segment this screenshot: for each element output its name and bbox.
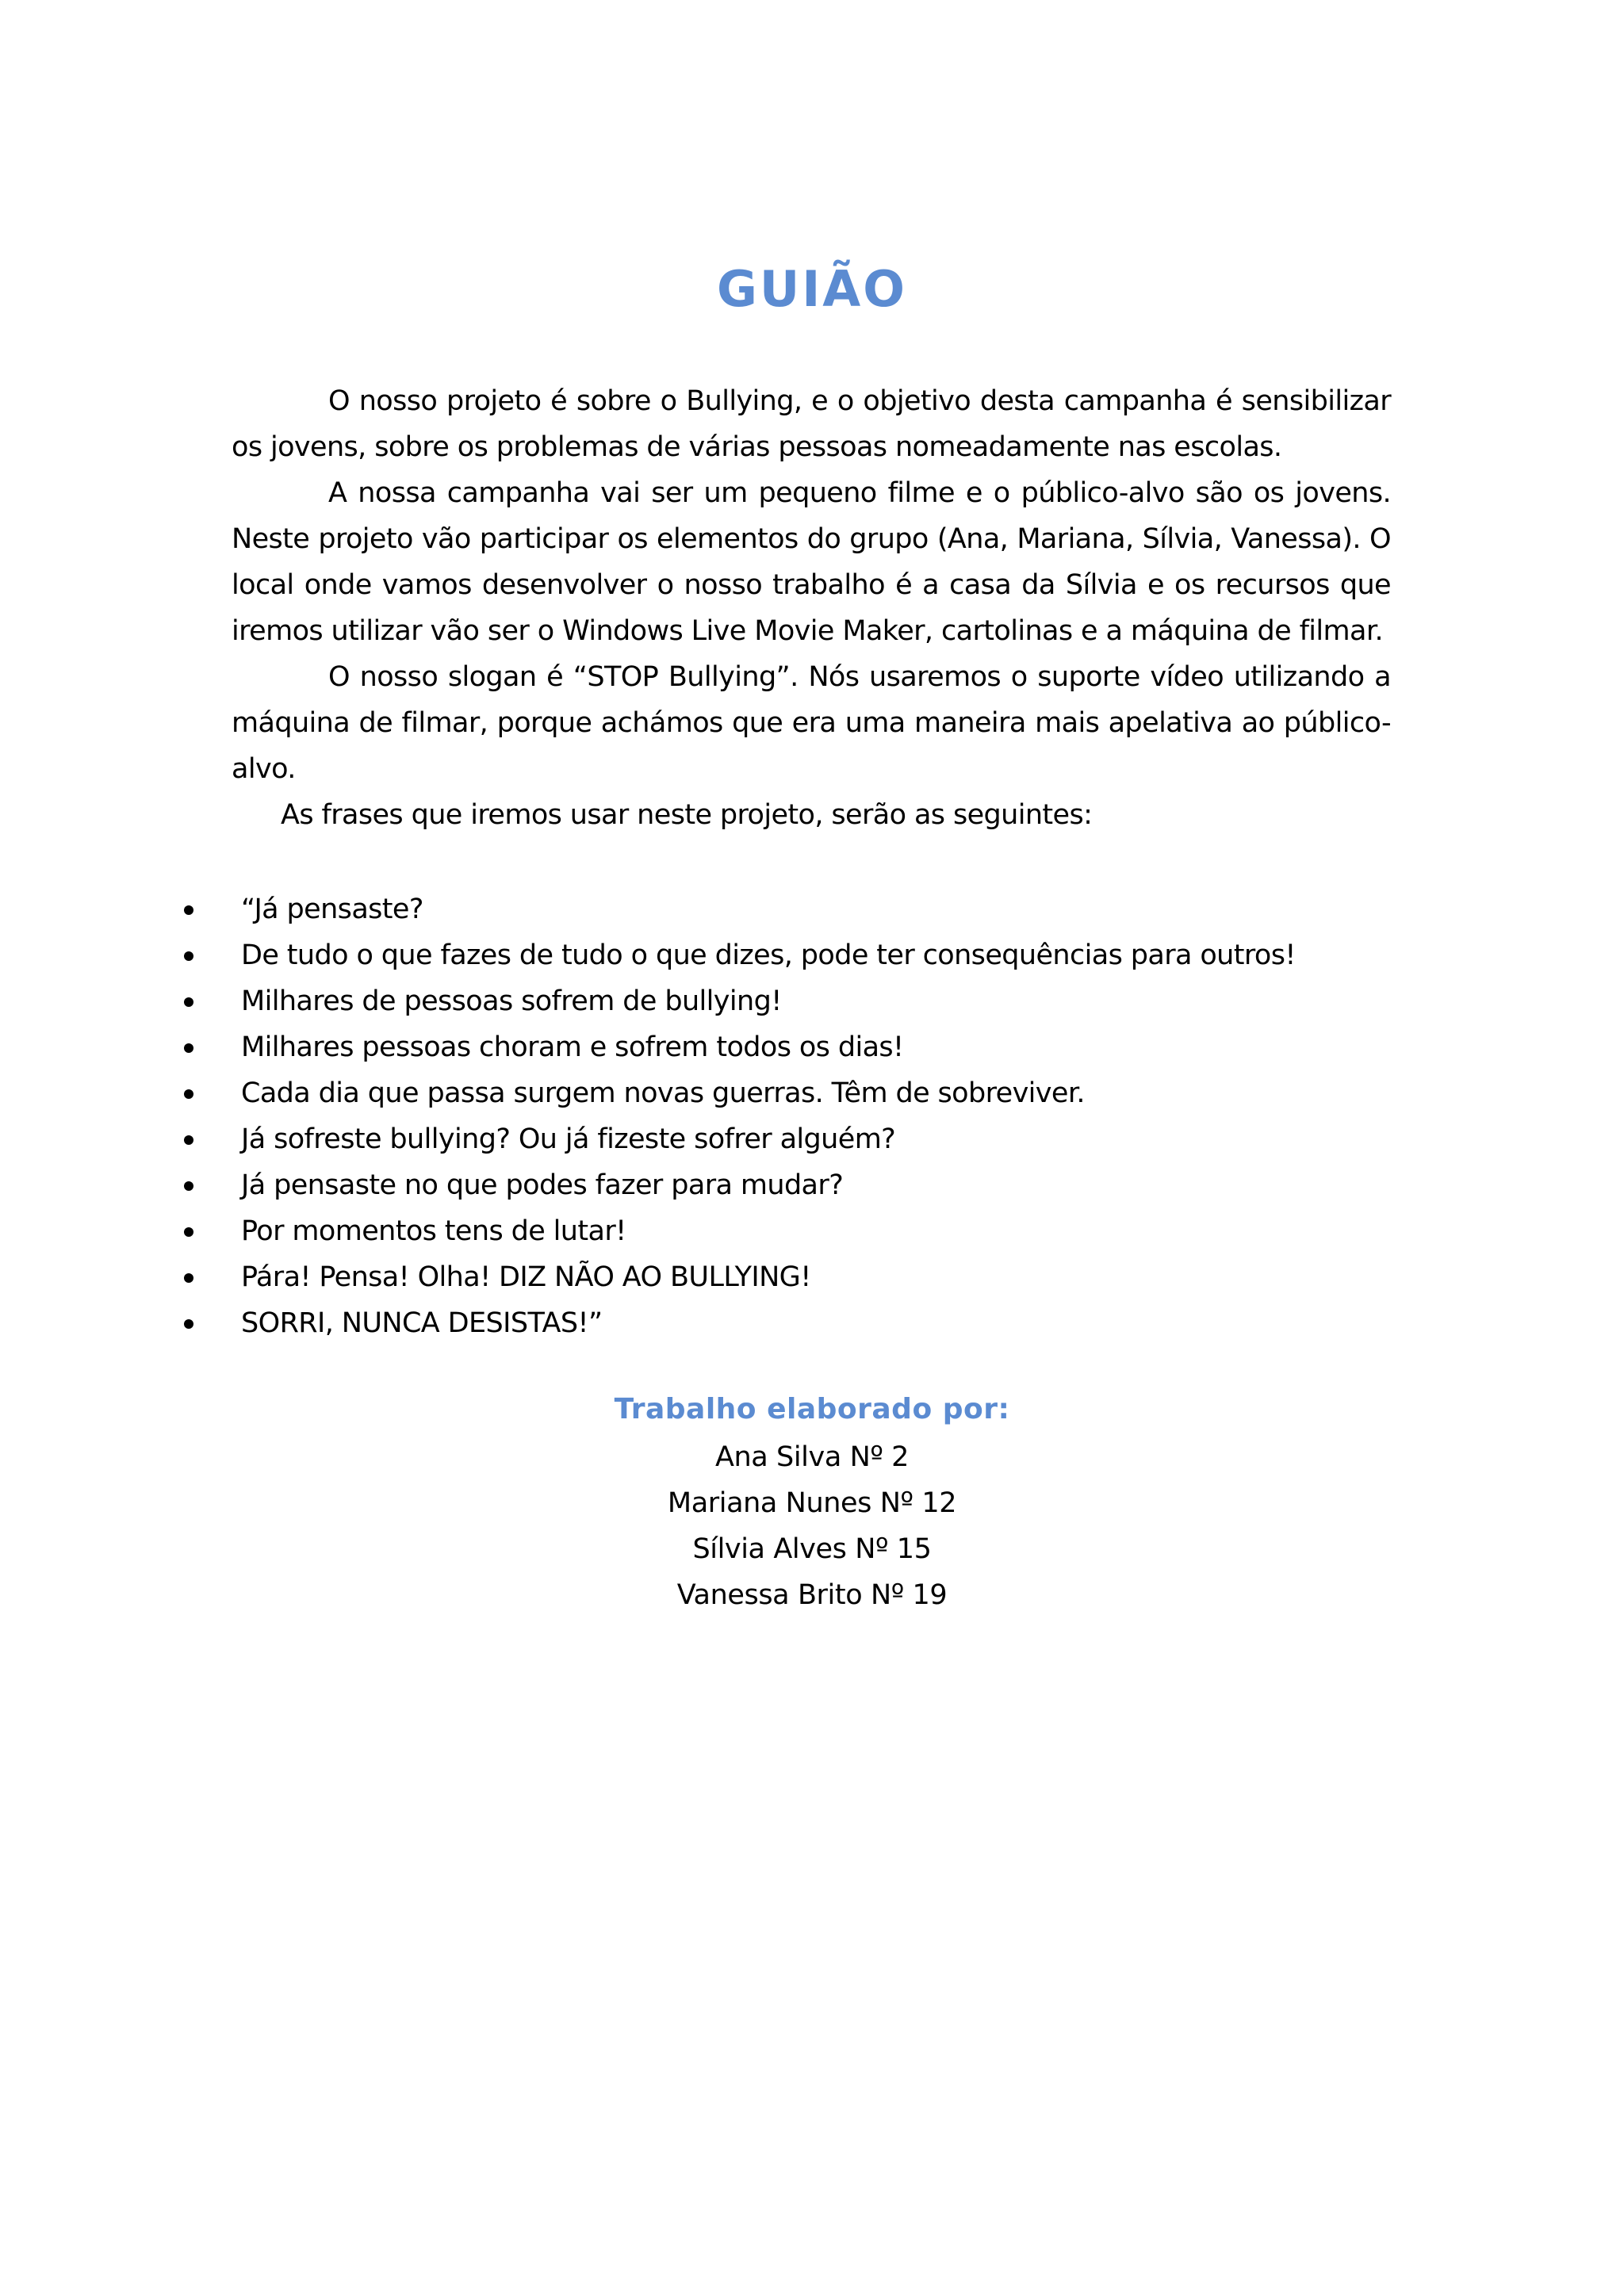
bullet-icon (184, 905, 193, 915)
phrase-text: Milhares pessoas choram e sofrem todos os dias! (241, 1031, 904, 1063)
list-item (179, 1254, 1296, 1300)
paragraph: O nosso slogan é “STOP Bullying”. Nós usaremos o suporte vídeo utilizando a máquina de filmar, porque achámos que era uma maneira mais apelativa ao público-alvo. (232, 661, 1391, 785)
bullet-icon (184, 1181, 193, 1191)
credits-heading: Trabalho elaborado por: (614, 1393, 1010, 1425)
bullet-icon (184, 1089, 193, 1099)
list-item (179, 932, 1296, 978)
phrase-text: Pára! Pensa! Olha! DIZ NÃO AO BULLYING! (241, 1261, 811, 1293)
credits-member: Mariana Nunes Nº 12 (667, 1487, 957, 1519)
paragraph: A nossa campanha vai ser um pequeno filme e o público-alvo são os jovens. Neste projeto vão participar os elementos do grupo (Ana, Mariana, Sílvia, Vanessa). O local onde vamos desenvolver o nosso trabalho é a casa da Sílvia e os recursos que iremos utilizar vão ser o Windows Live Movie Maker, cartolinas e a máquina de filmar. (232, 477, 1391, 647)
phrase-text: Cada dia que passa surgem novas guerras. Têm de sobreviver. (241, 1077, 1085, 1109)
paragraph: O nosso projeto é sobre o Bullying, e o objetivo desta campanha é sensibilizar os jovens, sobre os problemas de várias pessoas nomeadamente nas escolas. (232, 385, 1391, 463)
bullet-icon (184, 1135, 193, 1145)
credits-member: Vanessa Brito Nº 19 (676, 1579, 948, 1611)
bullet-icon (184, 1043, 193, 1053)
list-item (179, 1116, 1296, 1162)
phrase-text: Por momentos tens de lutar! (241, 1215, 626, 1247)
phrase-text: De tudo o que fazes de tudo o que dizes, pode ter consequências para outros! (241, 939, 1296, 971)
list-item (179, 1300, 1296, 1346)
bullet-icon (184, 951, 193, 961)
phrase-text: “Já pensaste? (241, 894, 423, 925)
credits-member: Sílvia Alves Nº 15 (692, 1533, 932, 1565)
bullet-icon (184, 1227, 193, 1237)
phrase-text: Já pensaste no que podes fazer para mudar? (241, 1169, 844, 1201)
page-title: GUIÃO (717, 260, 907, 318)
phrase-text: Milhares de pessoas sofrem de bullying! (241, 985, 782, 1017)
list-item (179, 1208, 1296, 1254)
list-item (179, 1162, 1296, 1208)
list-item (179, 886, 1296, 932)
phrase-text: SORRI, NUNCA DESISTAS!” (241, 1307, 603, 1339)
body-text (232, 378, 1391, 838)
phrases-list (179, 886, 1296, 1346)
credits-member: Ana Silva Nº 2 (714, 1441, 910, 1473)
list-item (179, 1024, 1296, 1070)
list-item (179, 1070, 1296, 1116)
phrases-intro: As frases que iremos usar neste projeto, serão as seguintes: (281, 799, 1093, 831)
bullet-icon (184, 997, 193, 1007)
phrase-text: Já sofreste bullying? Ou já fizeste sofrer alguém? (241, 1123, 896, 1155)
credits (0, 1387, 1624, 1618)
bullet-icon (184, 1273, 193, 1283)
bullet-icon (184, 1319, 193, 1329)
list-item (179, 978, 1296, 1024)
